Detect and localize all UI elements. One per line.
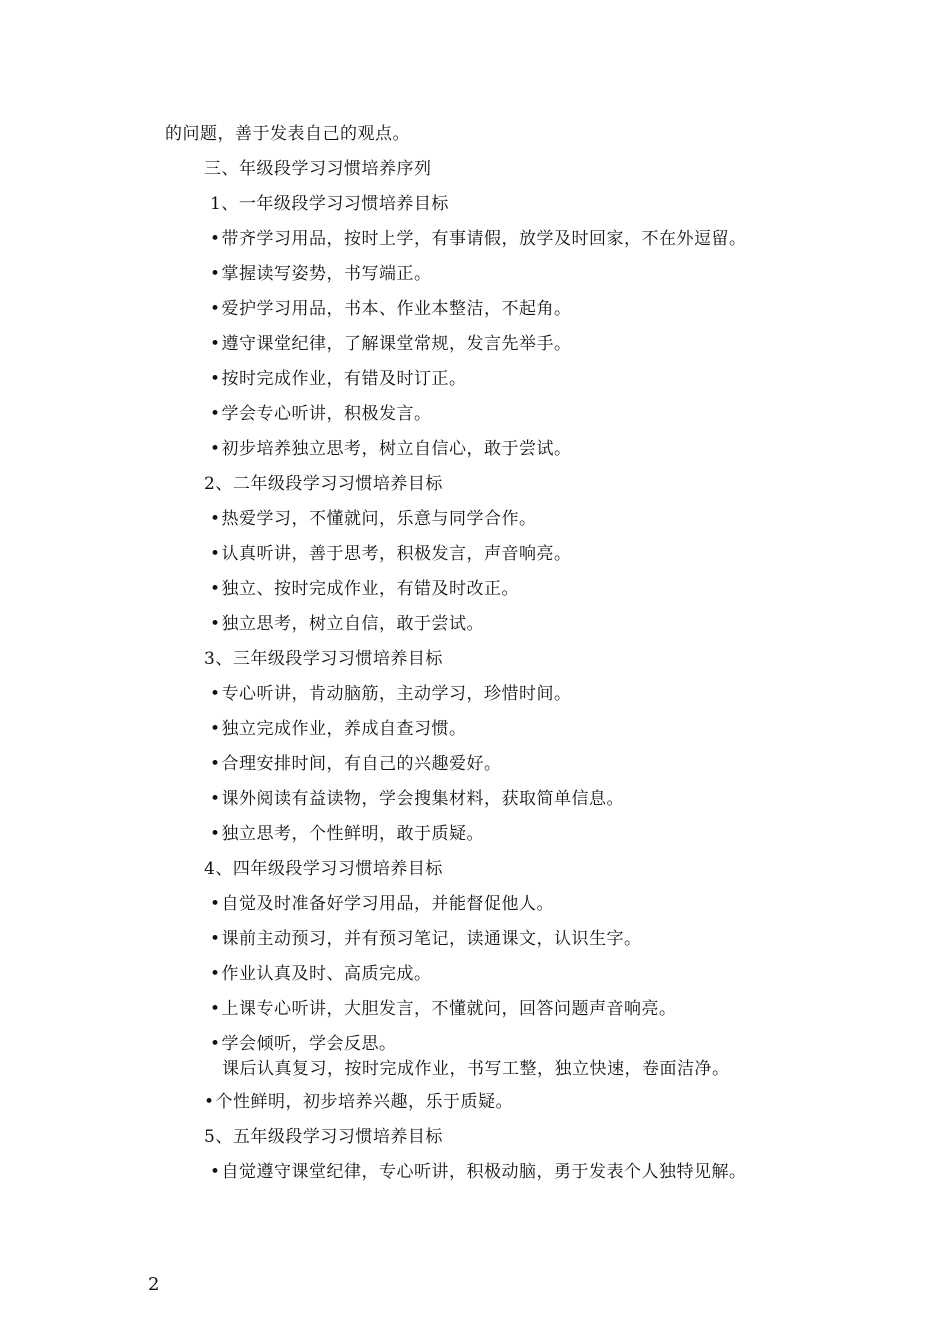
bullet-text: • 带齐学习用品，按时上学，有事请假，放学及时回家，不在外逗留。 [210,229,747,249]
list-item [210,928,642,950]
bullet-text: • 掌握读写姿势，书写端正。 [210,264,432,284]
list-item [210,578,519,600]
bullet-text: • 自觉遵守课堂纪律，专心听讲，积极动脑，勇于发表个人独特见解。 [210,1162,747,1182]
bullet-text: • 专心听讲，肯动脑筋，主动学习，珍惜时间。 [210,684,572,704]
list-item [210,368,467,390]
list-item [210,1033,397,1055]
list-item [210,333,572,355]
bullet-text: • 合理安排时间，有自己的兴趣爱好。 [210,754,502,774]
bullet-text: • 独立思考，个性鲜明，敢于质疑。 [210,824,484,844]
grade2-heading: 2、二年级段学习习惯培养目标 [204,474,443,494]
list-item [204,1091,513,1113]
list-item [210,1161,747,1183]
list-item [210,263,432,285]
paragraph-continuation: 的问题，善于发表自己的观点。 [165,124,410,144]
bullet-text: • 课外阅读有益读物，学会搜集材料，获取简单信息。 [210,789,624,809]
grade3-heading: 3、三年级段学习习惯培养目标 [204,649,443,669]
list-item [210,788,624,810]
list-item [210,613,484,635]
bullet-text: • 独立完成作业，养成自查习惯。 [210,719,467,739]
grade5-heading: 5、五年级段学习习惯培养目标 [204,1127,443,1147]
grade4-heading: 4、四年级段学习习惯培养目标 [204,859,443,879]
list-item [210,998,677,1020]
list-item [210,963,432,985]
bullet-text: • 个性鲜明，初步培养兴趣，乐于质疑。 [204,1092,513,1112]
list-item [210,228,747,250]
bullet-text: • 热爱学习，不懂就问，乐意与同学合作。 [210,509,537,529]
list-item [210,438,572,460]
bullet-text: • 爱护学习用品，书本、作业本整洁，不起角。 [210,299,572,319]
list-item [210,508,537,530]
list-item [210,718,467,740]
bullet-text: • 独立、按时完成作业，有错及时改正。 [210,579,519,599]
bullet-text: • 学会倾听，学会反思。 [210,1034,397,1054]
list-item [210,683,572,705]
bullet-text: • 学会专心听讲，积极发言。 [210,404,432,424]
list-item [210,823,484,845]
bullet-text: • 作业认真及时、高质完成。 [210,964,432,984]
list-item-continuation: 课后认真复习，按时完成作业，书写工整，独立快速，卷面洁净。 [222,1059,730,1079]
section-heading: 三、年级段学习习惯培养序列 [204,159,432,179]
bullet-text: • 遵守课堂纪律，了解课堂常规，发言先举手。 [210,334,572,354]
bullet-text: • 自觉及时准备好学习用品，并能督促他人。 [210,894,554,914]
bullet-text: • 独立思考，树立自信，敢于尝试。 [210,614,484,634]
grade1-heading: 1、一年级段学习习惯培养目标 [210,194,449,214]
page-number: 2 [148,1274,160,1295]
list-item [210,893,554,915]
bullet-text: • 课前主动预习，并有预习笔记，读通课文，认识生字。 [210,929,642,949]
bullet-text: • 上课专心听讲，大胆发言，不懂就问，回答问题声音响亮。 [210,999,677,1019]
list-item [210,753,502,775]
bullet-text: • 初步培养独立思考，树立自信心，敢于尝试。 [210,439,572,459]
list-item [210,543,572,565]
list-item [210,403,432,425]
bullet-text: • 按时完成作业，有错及时订正。 [210,369,467,389]
bullet-text: • 认真听讲，善于思考，积极发言，声音响亮。 [210,544,572,564]
list-item [210,298,572,320]
